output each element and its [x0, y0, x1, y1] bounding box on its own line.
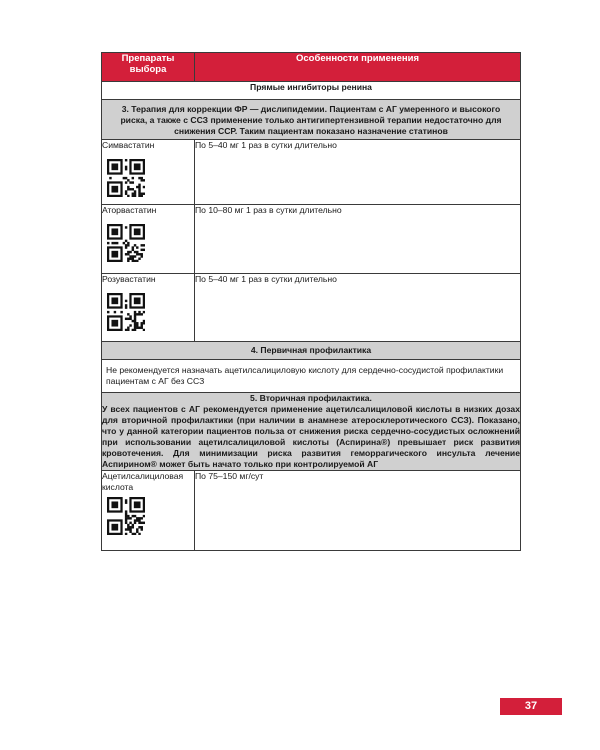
drug-cell [102, 274, 195, 342]
primary-prevention-note: Не рекомендуется назначать ацетилсалициловую кислоту для сердечно-сосудистой профилактики пациентам с АГ без ССЗ [102, 360, 521, 393]
qr-code-icon[interactable] [107, 497, 145, 535]
table-row [102, 274, 521, 342]
section-5-body: У всех пациентов с АГ рекомендуется применение ацетилсалициловой кислоты в низких дозах для вторичной профилактики (при наличии в анамнезе атеросклеротического ССЗ). Показано, что у данной категории пациентов польза от снижения риска сердечно-сосудистых осложнений при использовании ацетилсалициловой кислоты (Аспирина®) превышает риск развития кровотечения. Для минимизации риска развития геморрагического инсульта лечение Аспирином® может быть начато только при контролируемой АГ [102, 404, 520, 469]
section-renin-inhibitors: Прямые ингибиторы ренина [102, 82, 521, 100]
drug-name: Аторвастатин [102, 205, 157, 215]
header-usage: Особенности применения [195, 53, 521, 82]
drug-table [101, 52, 521, 551]
section-5-secondary [102, 393, 521, 471]
header-drugs: Препараты выбора [102, 53, 195, 82]
drug-name: Симвастатин [102, 140, 155, 150]
drug-cell [102, 140, 195, 205]
dose-cell: По 10–80 мг 1 раз в сутки длительно [195, 205, 521, 274]
drug-name: Розувастатин [102, 274, 156, 284]
page-number: 37 [500, 698, 562, 715]
table-row [102, 471, 521, 551]
dose-cell: По 5–40 мг 1 раз в сутки длительно [195, 274, 521, 342]
dose-cell: По 75–150 мг/сут [195, 471, 521, 551]
qr-code-icon[interactable] [107, 224, 145, 262]
drug-cell [102, 471, 195, 551]
section-3-statins: 3. Терапия для коррекции ФР — дислипидемии. Пациентам с АГ умеренного и высокого риска, а также с ССЗ применение только антигипертензивной терапии недостаточно для снижения ССР. Таким пациентам показано назначение статинов [102, 100, 521, 140]
drug-name: Ацетилсалициловая кислота [102, 471, 184, 492]
drug-cell [102, 205, 195, 274]
table-header-row [102, 53, 521, 82]
dose-cell: По 5–40 мг 1 раз в сутки длительно [195, 140, 521, 205]
qr-code-icon[interactable] [107, 159, 145, 197]
table-row [102, 140, 521, 205]
section-4-primary: 4. Первичная профилактика [102, 342, 521, 360]
qr-code-icon[interactable] [107, 293, 145, 331]
table-row [102, 205, 521, 274]
section-5-title: 5. Вторичная профилактика. [250, 393, 372, 403]
